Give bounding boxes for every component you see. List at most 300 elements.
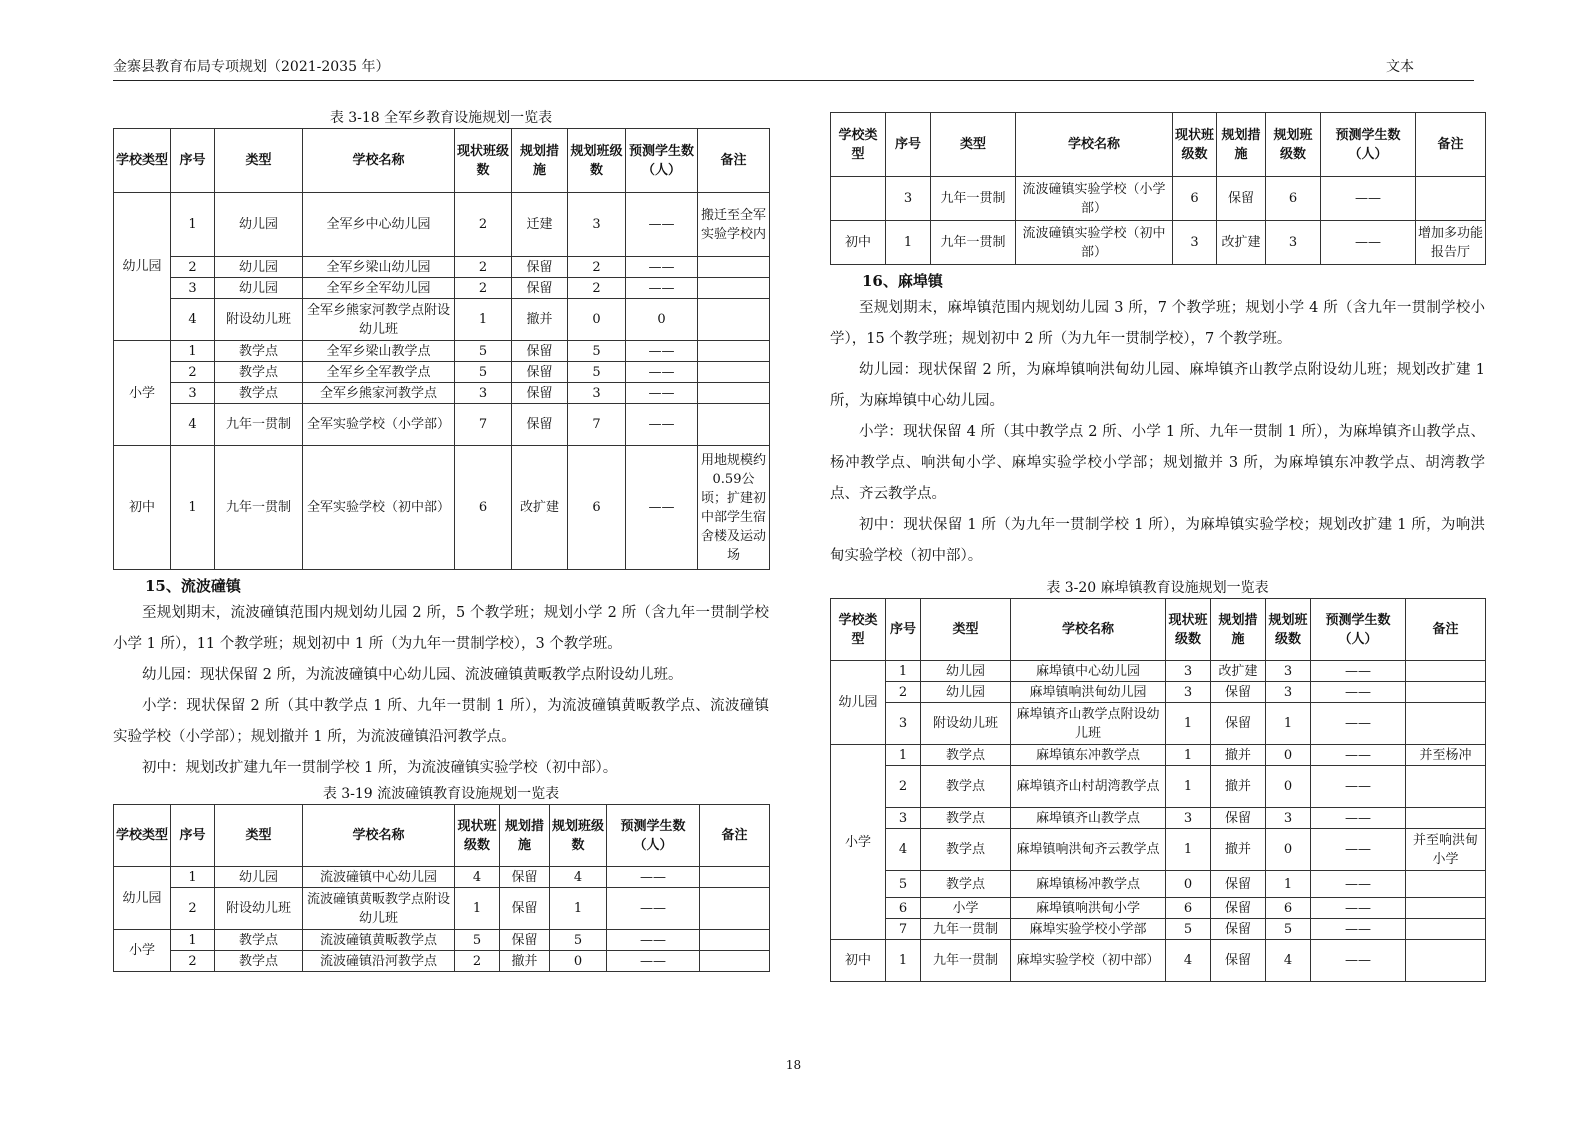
cell: 3 (1166, 682, 1211, 703)
col-header: 规划措施 (1211, 599, 1266, 661)
table-row (831, 221, 1486, 265)
cell: 2 (455, 257, 512, 278)
cell (698, 362, 770, 383)
cell: 3 (1266, 661, 1311, 682)
cell: 3 (886, 703, 921, 745)
cell: 1 (171, 193, 215, 257)
cell: 3 (1266, 221, 1321, 265)
cell: 4 (171, 299, 215, 341)
cell: 保留 (1211, 871, 1266, 898)
cell: 教学点 (215, 951, 303, 972)
cell: 幼儿园 (921, 661, 1011, 682)
cell: 3 (568, 383, 626, 404)
cell: 5 (550, 930, 607, 951)
cell: 6 (568, 446, 626, 570)
cell (1406, 682, 1486, 703)
cell: 4 (1266, 940, 1311, 982)
cell: 附设幼儿班 (921, 703, 1011, 745)
cell: 保留 (1211, 940, 1266, 982)
col-header: 类型 (215, 129, 303, 193)
cell: 1 (455, 299, 512, 341)
cell: 教学点 (921, 829, 1011, 871)
cell: 1 (1166, 829, 1211, 871)
cell: 迁建 (512, 193, 568, 257)
table-row (831, 766, 1486, 808)
cell: 6 (455, 446, 512, 570)
table-row (114, 446, 770, 570)
cell: 麻埠镇齐山村胡湾教学点 (1011, 766, 1166, 808)
col-header: 规划措施 (512, 129, 568, 193)
cell: 全军实验学校（小学部） (303, 404, 455, 446)
cell: 附设幼儿班 (215, 299, 303, 341)
cell: 保留 (1211, 808, 1266, 829)
col-header: 学校名称 (303, 129, 455, 193)
cell: 1 (171, 446, 215, 570)
cell: 麻埠实验学校（初中部） (1011, 940, 1166, 982)
col-header: 类型 (931, 113, 1016, 177)
table-row (114, 951, 770, 972)
cell: 1 (171, 867, 215, 888)
school-type-cell: 小学 (831, 745, 886, 940)
cell (1406, 919, 1486, 940)
cell: 2 (171, 888, 215, 930)
school-type-cell: 初中 (114, 446, 171, 570)
cell: 1 (1166, 703, 1211, 745)
cell: 保留 (512, 278, 568, 299)
paragraph: 小学：现状保留 2 所（其中教学点 1 所、九年一贯制 1 所），为流波䃥镇黄畈教学点、流波䃥镇实验学校（小学部）；规划撤并 1 所，为流波䃥镇沿河教学点。 (113, 698, 769, 745)
cell: 幼儿园 (215, 867, 303, 888)
right-column (830, 112, 1485, 982)
cell (1406, 661, 1486, 682)
cell: 2 (171, 257, 215, 278)
cell: 保留 (1211, 919, 1266, 940)
table-3-20-caption: 表 3-20 麻埠镇教育设施规划一览表 (1046, 580, 1269, 596)
cell: 九年一贯制 (921, 919, 1011, 940)
col-header: 规划措施 (500, 805, 550, 867)
table-3-19-part2 (830, 112, 1486, 265)
cell: 3 (886, 177, 931, 221)
cell: 麻埠镇响洪甸小学 (1011, 898, 1166, 919)
cell (1416, 177, 1486, 221)
cell: —— (626, 341, 698, 362)
col-header: 序号 (886, 599, 921, 661)
school-type-cell: 幼儿园 (114, 867, 171, 930)
cell: 九年一贯制 (931, 177, 1016, 221)
section-16-title: 16、麻埠镇 (862, 272, 943, 290)
school-type-cell: 幼儿园 (831, 661, 886, 745)
paragraph: 至规划期末，流波䃥镇范围内规划幼儿园 2 所，5 个教学班；规划小学 2 所（含九年一贯制学校小学 1 所），11 个教学班；规划初中 1 所（为九年一贯制学校），3 个教学班。 (113, 605, 769, 652)
cell: —— (1311, 682, 1406, 703)
cell (700, 930, 770, 951)
cell: 3 (455, 383, 512, 404)
cell: —— (1311, 745, 1406, 766)
cell: 保留 (1211, 898, 1266, 919)
cell: 撤并 (1211, 766, 1266, 808)
cell: 搬迁至全军实验学校内 (698, 193, 770, 257)
cell: 全军乡全军幼儿园 (303, 278, 455, 299)
cell (698, 383, 770, 404)
col-header: 类型 (921, 599, 1011, 661)
cell: 1 (550, 888, 607, 930)
cell: 撤并 (1211, 829, 1266, 871)
school-type-cell: 初中 (831, 221, 886, 265)
paragraph: 幼儿园：现状保留 2 所，为流波䃥镇中心幼儿园、流波䃥镇黄畈教学点附设幼儿班。 (142, 667, 683, 683)
cell: —— (1311, 766, 1406, 808)
cell: 5 (455, 341, 512, 362)
cell: 5 (1166, 919, 1211, 940)
cell: 全军乡熊家河教学点附设幼儿班 (303, 299, 455, 341)
cell: 撤并 (1211, 745, 1266, 766)
table-row (114, 299, 770, 341)
cell: 0 (1266, 745, 1311, 766)
cell: 4 (886, 829, 921, 871)
cell: 改扩建 (1211, 661, 1266, 682)
cell: 麻埠镇齐山教学点附设幼儿班 (1011, 703, 1166, 745)
table-row (831, 829, 1486, 871)
cell: 0 (1166, 871, 1211, 898)
col-header: 类型 (215, 805, 303, 867)
cell: 教学点 (921, 808, 1011, 829)
cell (1406, 940, 1486, 982)
table-row (114, 341, 770, 362)
cell: —— (1311, 898, 1406, 919)
col-header: 学校类型 (831, 113, 886, 177)
cell: 6 (1266, 177, 1321, 221)
cell: 5 (455, 930, 500, 951)
col-header: 学校类型 (114, 805, 171, 867)
paragraph: 初中：规划改扩建九年一贯制学校 1 所，为流波䃥镇实验学校（初中部）。 (142, 760, 618, 776)
cell: 1 (171, 930, 215, 951)
table-row (114, 888, 770, 930)
table-3-19-caption: 表 3-19 流波䃥镇教育设施规划一览表 (322, 786, 560, 802)
table-row (114, 867, 770, 888)
col-header: 现状班级数 (455, 129, 512, 193)
col-header: 预测学生数（人） (626, 129, 698, 193)
cell (700, 867, 770, 888)
cell: —— (1321, 177, 1416, 221)
cell: 0 (626, 299, 698, 341)
cell: 全军乡全军教学点 (303, 362, 455, 383)
table-row (831, 919, 1486, 940)
cell (698, 341, 770, 362)
cell: 2 (455, 193, 512, 257)
cell: 4 (171, 404, 215, 446)
table-3-20 (830, 598, 1486, 982)
cell: 全军乡熊家河教学点 (303, 383, 455, 404)
table-row (114, 193, 770, 257)
cell: —— (1321, 221, 1416, 265)
col-header: 预测学生数（人） (1321, 113, 1416, 177)
cell: 5 (455, 362, 512, 383)
table-row (114, 383, 770, 404)
cell: 用地规模约0.59公顷；扩建初中部学生宿舍楼及运动场 (698, 446, 770, 570)
cell: 九年一贯制 (921, 940, 1011, 982)
cell: —— (626, 278, 698, 299)
cell: 1 (886, 661, 921, 682)
table-3-18-caption: 表 3-18 全军乡教育设施规划一览表 (329, 110, 553, 126)
col-header: 学校类型 (831, 599, 886, 661)
cell: 7 (568, 404, 626, 446)
cell: 1 (455, 888, 500, 930)
col-header: 学校名称 (1016, 113, 1173, 177)
cell: —— (626, 383, 698, 404)
cell: 保留 (1217, 177, 1266, 221)
table-row (831, 940, 1486, 982)
table-row (114, 278, 770, 299)
cell: 1 (171, 341, 215, 362)
cell: 保留 (500, 930, 550, 951)
cell: 保留 (512, 341, 568, 362)
cell: 附设幼儿班 (215, 888, 303, 930)
cell: 5 (886, 871, 921, 898)
cell: 增加多功能报告厅 (1416, 221, 1486, 265)
table-row (831, 808, 1486, 829)
cell: 0 (1266, 766, 1311, 808)
cell: 流波䃥镇中心幼儿园 (303, 867, 455, 888)
table-row (114, 930, 770, 951)
col-header: 备注 (1416, 113, 1486, 177)
paragraph: 幼儿园：现状保留 2 所，为麻埠镇响洪甸幼儿园、麻埠镇齐山教学点附设幼儿班；规划改扩建 1 所，为麻埠镇中心幼儿园。 (830, 362, 1485, 409)
cell: 幼儿园 (921, 682, 1011, 703)
cell (1406, 871, 1486, 898)
cell: 全军实验学校（初中部） (303, 446, 455, 570)
col-header: 备注 (698, 129, 770, 193)
school-type-cell: 幼儿园 (114, 193, 171, 341)
cell: 麻埠镇中心幼儿园 (1011, 661, 1166, 682)
table-row (831, 871, 1486, 898)
cell: 保留 (1211, 703, 1266, 745)
col-header: 现状班级数 (455, 805, 500, 867)
cell: 保留 (512, 383, 568, 404)
table-3-19-part1 (113, 804, 770, 972)
left-column (113, 108, 769, 972)
cell: 流波䃥镇黄畈教学点 (303, 930, 455, 951)
cell: 1 (1166, 745, 1211, 766)
cell: 幼儿园 (215, 193, 303, 257)
cell: —— (607, 951, 700, 972)
table-row (114, 257, 770, 278)
cell (1406, 898, 1486, 919)
cell (700, 951, 770, 972)
page-number: 18 (785, 1058, 802, 1072)
document-title: 金寨县教育布局专项规划（2021-2035 年） (113, 59, 390, 75)
cell: 0 (568, 299, 626, 341)
cell: 3 (1166, 661, 1211, 682)
col-header: 规划班级数 (550, 805, 607, 867)
col-header: 学校名称 (1011, 599, 1166, 661)
cell: 2 (455, 278, 512, 299)
table-row (831, 661, 1486, 682)
cell (698, 278, 770, 299)
table-row (831, 177, 1486, 221)
paragraph: 小学：现状保留 4 所（其中教学点 2 所、小学 1 所、九年一贯制 1 所），为麻埠镇齐山教学点、杨冲教学点、响洪甸小学、麻埠实验学校小学部；规划撤并 3 所，为麻埠镇东冲教学点、胡湾教学点、齐云教学点。 (830, 424, 1485, 502)
cell: —— (1311, 829, 1406, 871)
table-header-row (114, 805, 770, 867)
cell (698, 257, 770, 278)
table-row (831, 682, 1486, 703)
cell: 3 (1266, 808, 1311, 829)
cell: 2 (171, 951, 215, 972)
cell: 3 (1266, 682, 1311, 703)
cell: 改扩建 (512, 446, 568, 570)
cell: 麻埠镇响洪甸幼儿园 (1011, 682, 1166, 703)
cell (700, 888, 770, 930)
page-header (113, 52, 1474, 81)
school-type-cell: 小学 (114, 930, 171, 972)
col-header: 备注 (700, 805, 770, 867)
paragraph: 初中：现状保留 1 所（为九年一贯制学校 1 所），为麻埠镇实验学校；规划改扩建 1 所，为响洪甸实验学校（初中部）。 (830, 517, 1485, 564)
cell: 保留 (512, 257, 568, 278)
cell: 6 (1266, 898, 1311, 919)
paragraph: 至规划期末，麻埠镇范围内规划幼儿园 3 所，7 个教学班；规划小学 4 所（含九年一贯制学校小学），15 个教学班；规划初中 2 所（为九年一贯制学校），7 个教学班。 (830, 300, 1485, 347)
table-header-row (114, 129, 770, 193)
cell: 保留 (500, 888, 550, 930)
table-header-row (831, 599, 1486, 661)
cell: 教学点 (215, 930, 303, 951)
cell: —— (626, 257, 698, 278)
school-type-cell: 初中 (831, 940, 886, 982)
col-header: 序号 (886, 113, 931, 177)
cell: 3 (171, 383, 215, 404)
cell: 2 (171, 362, 215, 383)
cell: 1 (1166, 766, 1211, 808)
cell: 0 (1266, 829, 1311, 871)
cell: 3 (1173, 221, 1217, 265)
cell: 5 (568, 362, 626, 383)
cell: 九年一贯制 (215, 404, 303, 446)
cell: 幼儿园 (215, 278, 303, 299)
cell: 流波䃥镇黄畈教学点附设幼儿班 (303, 888, 455, 930)
cell: 1 (1266, 703, 1311, 745)
cell: —— (626, 362, 698, 383)
cell: 3 (171, 278, 215, 299)
cell: —— (1311, 703, 1406, 745)
cell: 麻埠镇齐山教学点 (1011, 808, 1166, 829)
cell: 小学 (921, 898, 1011, 919)
cell: 6 (1166, 898, 1211, 919)
cell: 并至杨冲 (1406, 745, 1486, 766)
cell: 2 (568, 278, 626, 299)
cell: —— (626, 193, 698, 257)
cell: 麻埠镇杨冲教学点 (1011, 871, 1166, 898)
col-header: 序号 (171, 129, 215, 193)
cell: 教学点 (215, 341, 303, 362)
cell: 2 (886, 766, 921, 808)
cell: 九年一贯制 (215, 446, 303, 570)
cell: 4 (1166, 940, 1211, 982)
cell: 流波䃥镇实验学校（初中部） (1016, 221, 1173, 265)
cell: 麻埠镇东冲教学点 (1011, 745, 1166, 766)
cell: 7 (886, 919, 921, 940)
col-header: 备注 (1406, 599, 1486, 661)
cell: —— (607, 930, 700, 951)
cell: 3 (886, 808, 921, 829)
cell: 改扩建 (1217, 221, 1266, 265)
cell: —— (626, 446, 698, 570)
cell: 6 (1173, 177, 1217, 221)
table-row (831, 898, 1486, 919)
col-header: 预测学生数（人） (607, 805, 700, 867)
col-header: 规划班级数 (568, 129, 626, 193)
col-header: 规划班级数 (1266, 113, 1321, 177)
col-header: 规划班级数 (1266, 599, 1311, 661)
cell: 流波䃥镇沿河教学点 (303, 951, 455, 972)
cell: —— (1311, 919, 1406, 940)
cell: 保留 (500, 867, 550, 888)
table-header-row (831, 113, 1486, 177)
cell: 5 (1266, 919, 1311, 940)
table-row (831, 745, 1486, 766)
cell: 并至响洪甸小学 (1406, 829, 1486, 871)
cell: 流波䃥镇实验学校（小学部） (1016, 177, 1173, 221)
cell: 7 (455, 404, 512, 446)
col-header: 学校类型 (114, 129, 171, 193)
cell: 1 (1266, 871, 1311, 898)
cell: 4 (455, 867, 500, 888)
cell: —— (1311, 940, 1406, 982)
col-header: 学校名称 (303, 805, 455, 867)
cell: —— (607, 867, 700, 888)
table-row (114, 404, 770, 446)
cell: —— (1311, 808, 1406, 829)
cell: 6 (886, 898, 921, 919)
cell (698, 404, 770, 446)
cell: 2 (568, 257, 626, 278)
cell (1406, 766, 1486, 808)
cell (1406, 808, 1486, 829)
cell: 1 (886, 745, 921, 766)
cell: 全军乡梁山教学点 (303, 341, 455, 362)
cell: 全军乡中心幼儿园 (303, 193, 455, 257)
cell: 撤并 (512, 299, 568, 341)
cell: 1 (886, 940, 921, 982)
col-header: 现状班级数 (1166, 599, 1211, 661)
col-header: 规划措施 (1217, 113, 1266, 177)
cell: —— (626, 404, 698, 446)
cell: —— (1311, 871, 1406, 898)
cell: 教学点 (215, 383, 303, 404)
cell: 撤并 (500, 951, 550, 972)
cell: 3 (1166, 808, 1211, 829)
cell: 教学点 (921, 871, 1011, 898)
cell (1406, 703, 1486, 745)
cell: 教学点 (215, 362, 303, 383)
section-15-title: 15、流波䃥镇 (145, 577, 241, 595)
cell: —— (1311, 661, 1406, 682)
cell: 保留 (512, 362, 568, 383)
table-row (831, 703, 1486, 745)
cell: 5 (568, 341, 626, 362)
cell: 2 (886, 682, 921, 703)
cell: —— (607, 888, 700, 930)
table-row (114, 362, 770, 383)
school-type-cell: 小学 (114, 341, 171, 446)
cell (698, 299, 770, 341)
col-header: 现状班级数 (1173, 113, 1217, 177)
cell: 麻埠实验学校小学部 (1011, 919, 1166, 940)
col-header: 预测学生数（人） (1311, 599, 1406, 661)
cell: 1 (886, 221, 931, 265)
cell: 教学点 (921, 766, 1011, 808)
cell: 九年一贯制 (931, 221, 1016, 265)
section-label: 文本 (1386, 59, 1414, 75)
cell: 保留 (1211, 682, 1266, 703)
cell: 全军乡梁山幼儿园 (303, 257, 455, 278)
table-3-18 (113, 128, 770, 570)
cell: 0 (550, 951, 607, 972)
cell: 保留 (512, 404, 568, 446)
cell: 幼儿园 (215, 257, 303, 278)
